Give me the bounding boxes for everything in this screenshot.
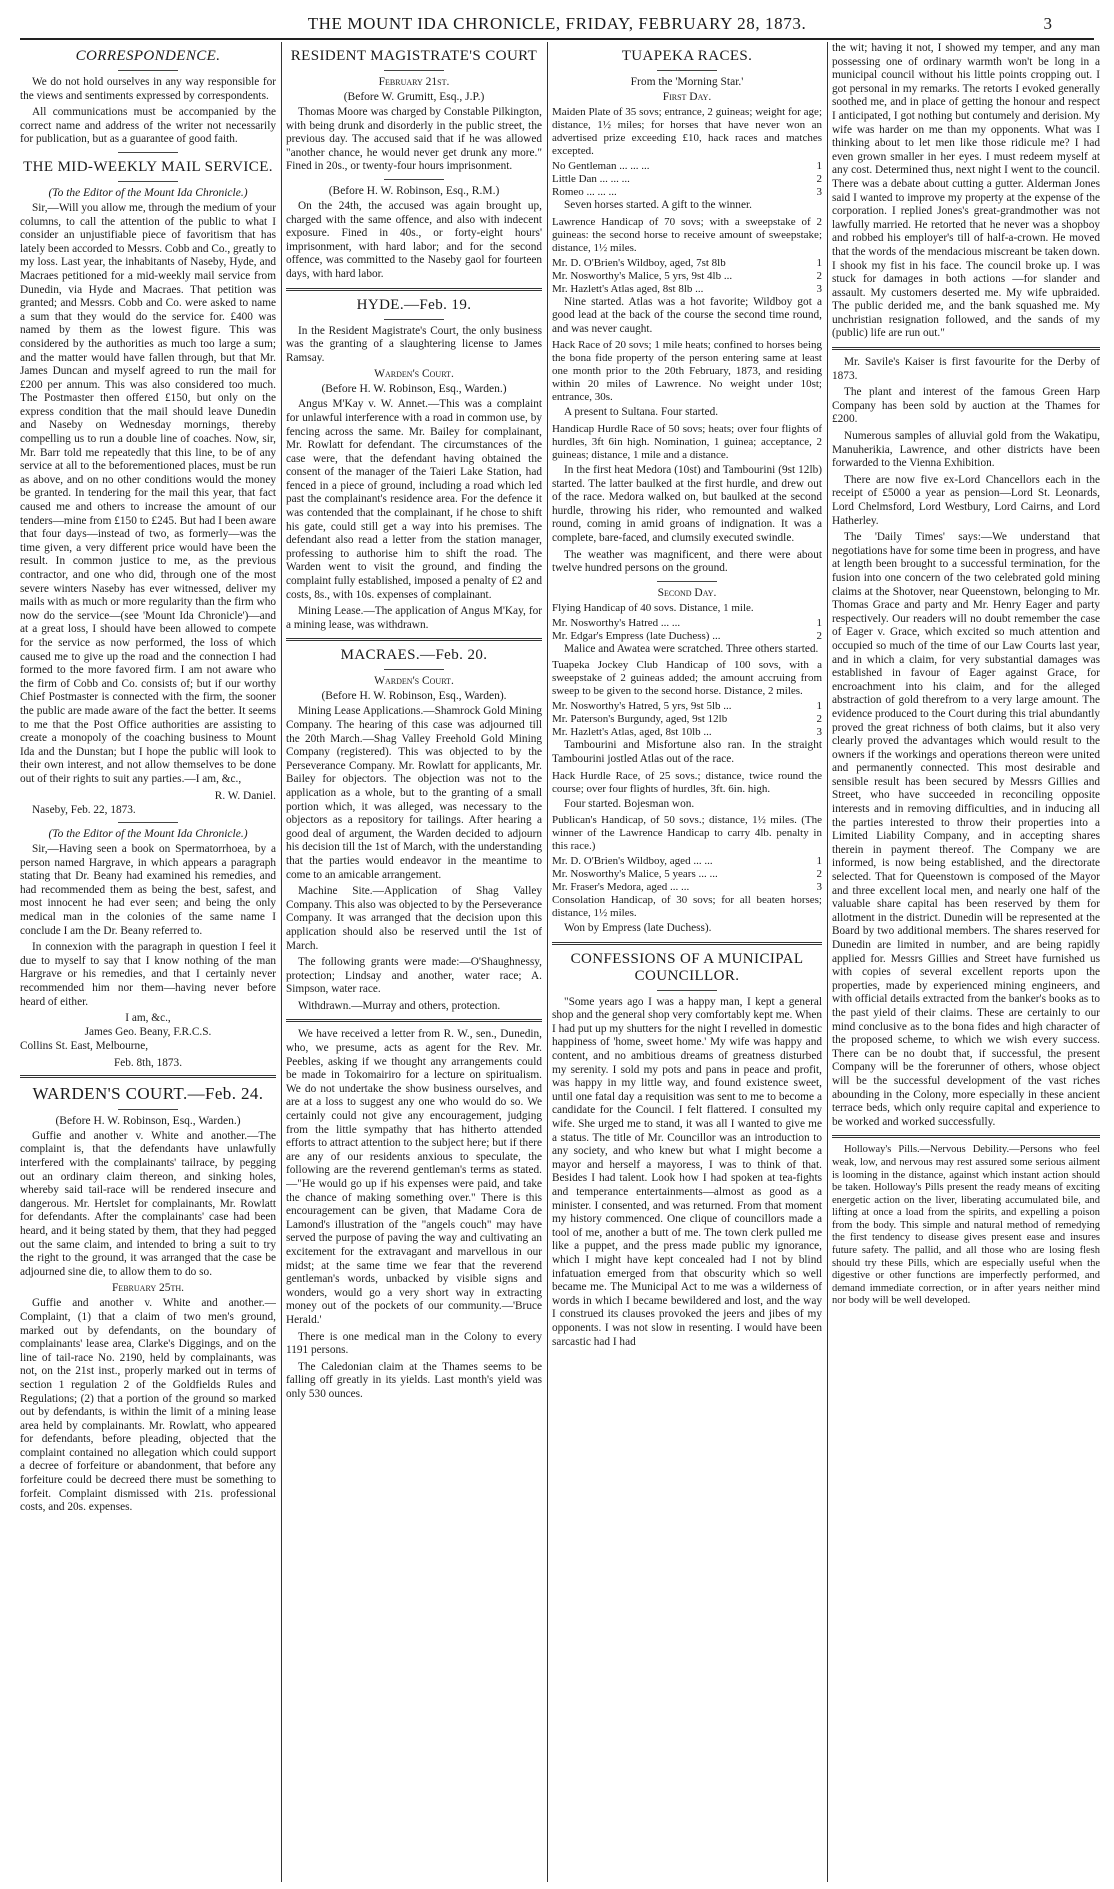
result-place: 2 xyxy=(816,629,822,642)
result-row xyxy=(552,630,822,643)
divider xyxy=(384,179,444,180)
result-row xyxy=(552,283,822,296)
dateline: February 25th. xyxy=(111,1282,185,1295)
divider xyxy=(118,1109,178,1110)
editor-line: (To the Editor of the Mount Ida Chronicle.) xyxy=(48,186,248,199)
column-3 xyxy=(552,42,822,1882)
race-note: Won by Empress (late Duchess). xyxy=(564,922,712,935)
masthead-title: THE MOUNT IDA CHRONICLE, FRIDAY, FEBRUARY 28, 1873. xyxy=(307,14,807,33)
result-place: 3 xyxy=(816,726,822,739)
race-note: Four started. Bojesman won. xyxy=(564,797,695,810)
divider xyxy=(657,990,717,991)
article-heading: TUAPEKA RACES. xyxy=(621,48,753,64)
before-line: (Before H. W. Robinson, Esq., Warden). xyxy=(321,690,507,703)
result-name: Mr. Hazlett's Atlas, aged, 8st 10lb ... xyxy=(552,726,712,739)
result-place: 2 xyxy=(816,868,822,881)
article-paragraph: Guffie and another v. White and another.—Complaint, (1) that a claim of two men's ground, marked out by defendants, on the boundary of complainants' lease area, Clarke's Diggings, and on the line of tail-race No. 2190, held by complainants, was not, on the 21st inst., properly marked out in terms of section 1 regulation 2 of the Goldfields Rules and Regulations; (2) that a portion of the ground so marked out by defendants, is within the limit of a mining lease area held by complainants. Mr. Rowlatt, who appeared for defendants, before pleading, objected that the complaint contained no allegation which could support a decree of forfeiture or abandonment, that before any forfeiture could be decreed there must be something to forfeit. Complaint dismissed with 21s. professional costs, and 20s. expenses. xyxy=(20,1297,276,1514)
result-name: Mr. Nosworthy's Malice, 5 yrs, 9st 4lb ... xyxy=(552,269,733,282)
race-results xyxy=(552,257,822,296)
double-rule xyxy=(20,1075,276,1078)
result-row xyxy=(552,881,822,894)
race-results xyxy=(552,700,822,739)
result-name: Romeo ... ... ... xyxy=(552,186,617,198)
masthead-rule xyxy=(20,38,1094,40)
result-name: Mr. Hazlett's Atlas aged, 8st 8lb ... xyxy=(552,282,704,295)
race-results xyxy=(552,617,822,643)
article-paragraph: The Caledonian claim at the Thames seems to be falling off greatly in its yields. Last month's yield was only 530 ounces. xyxy=(286,1360,542,1400)
result-row xyxy=(552,617,822,630)
address-line: Collins St. East, Melbourne, xyxy=(20,1040,149,1053)
result-name: No Gentleman ... ... ... xyxy=(552,160,650,172)
column-divider xyxy=(281,42,282,1882)
result-row xyxy=(552,713,822,726)
race-description: Publican's Handicap, of 50 sovs.; distance, 1½ miles. (The winner of the Lawrence Handicap to carry 4lb. penalty in this race.) xyxy=(552,814,822,853)
result-place: 1 xyxy=(816,160,822,172)
signature: I am, &c., xyxy=(125,1012,171,1025)
subheading: First Day. xyxy=(662,91,712,103)
double-rule xyxy=(286,1019,542,1022)
article-paragraph: Mining Lease Applications.—Shamrock Gold Mining Company. The hearing of this case was adjourned till the 20th March.—Shag Valley Freehold Gold Mining Company (registered). This was objected to by the Perseverance Company. Mr. Rowlatt for applicants, Mr. Bailey for objectors. The objection was not to the application as a whole, but to the granting of a small portion which, it was alleged, was necessary to the objectors as a repository for tailings. After hearing a good deal of argument, the Warden decided to adjourn his decision till the 1st of March, with the understanding that the parties would endeavor in the meantime to come to an amicable arrangement. xyxy=(286,705,542,881)
page-number: 3 xyxy=(1043,14,1052,33)
article-paragraph: On the 24th, the accused was again brought up, charged with the same offence, and also with indecent exposure. Fined in 40s., or forty-eight hours' imprisonment, with hard labor; and for the second offence, was committed to the Naseby gaol for fourteen days, with hard labor. xyxy=(286,199,542,280)
editor-line: (To the Editor of the Mount Ida Chronicle.) xyxy=(48,828,248,841)
article-heading: THE MID-WEEKLY MAIL SERVICE. xyxy=(23,158,273,175)
result-row xyxy=(552,855,822,868)
race-description: Maiden Plate of 35 sovs; entrance, 2 guineas; weight for age; distance, 1½ miles; for horses that have never won an advertised prize exceeding £10, hack races and matches excepted. xyxy=(552,106,822,157)
news-item: The 'Daily Times' says:—We understand that negotiations have for some time been in progress, and have at length been brought to a successful termination, for the fusion into one concern of the two celebrated gold mining claims at the Shotover, near Queenstown, belonging to Mr. Thomas Grace and party and Mr. Henry Eager and party respectively. Our readers will no doubt remember the case of Eager v. Grace, which excited so much attention and occupied so much of the time of our Law Courts last year, and in which a claim, for very substantial damages was established in favour of Eager against Grace, for encroachment into his claim, and for the alleged abstraction of gold therefrom to a very large amount. The evidence produced to the Court during this trial abundantly proved the great richness of both claims, but it also very clearly proved the advantages which would result to the owners if the workings and operations thereon were united and permanently connected. This most desirable and sensible result has been secured by Messrs Gillies and Street, who have succeeded in reconciling opposite interests and in removing difficulties, and in inducing all the parties interested to throw their properties into a Limited Liability Company, and in accepting shares therein in payment thereof. The Company we are informed, is now being established, and the directorate selected. That for Queenstown is composed of the Mayor and three excellent local men, and nearly one half of the valuable share capital has been reserved by them for allotment in the district. Dunedin will be represented at the Board by two additional members. The shares reserved for Dunedin are limited in number, and are being rapidly applied for. Messrs Gillies and Street have furnished us with copies of several excellent reports upon the properties, made by experienced mining engineers, and with official details extracted from the banker's books as to the past yield of their claims. These are certainly to our mind conclusive as to the bona fides and high character of the proposed scheme, to which we wish every success. There can be no doubt that, if successful, the present Company will be the forerunner of others, whose object will be the successful development of the vast riches abounding in the Colony, more especially in these ancient terrace beds, which only require capital and experience to be worked and worked successfully. xyxy=(832,531,1100,1128)
divider xyxy=(657,581,717,582)
divider xyxy=(118,70,178,71)
subheading: Warden's Court. xyxy=(374,675,454,688)
race-note: Malice and Awatea were scratched. Three others started. xyxy=(564,642,819,655)
result-row xyxy=(552,160,822,173)
column-2 xyxy=(286,42,542,1882)
article-heading: WARDEN'S COURT.—Feb. 24. xyxy=(32,1083,264,1103)
column-4 xyxy=(832,42,1100,1882)
race-description: Flying Handicap of 40 sovs. Distance, 1 mile. xyxy=(552,601,754,614)
article-paragraph: Guffie and another v. White and another.—The complaint is, that the defendants have unlawfully interfered with the complainants' tailrace, by pegging out an ordinary claim thereon, and sinking holes, whereby said tail-race will be rendered insecure and dangerous. Mr. Hertslet for complainants, Mr. Rowlatt for defendants. After the complainants' case had been heard, and it being stated by them, that they had pegged out the same claim, and intended to bring a suit to try the right to the ground, it was arranged that the case be adjourned sine die, to allow them to do so. xyxy=(20,1129,276,1278)
before-line: (Before W. Grumitt, Esq., J.P.) xyxy=(343,91,485,103)
before-line: (Before H. W. Robinson, Esq., Warden.) xyxy=(55,1114,241,1127)
result-name: Mr. Edgar's Empress (late Duchess) ... xyxy=(552,629,721,642)
result-place: 2 xyxy=(816,713,822,726)
article-paragraph: the wit; having it not, I showed my temper, and any man possessing one of ordinary warmth won't be long in a municipal council without his little points cropping out. I got personal in my remarks. The retorts I evoked generally soothed me, and in place of getting the honour and respect I anticipated, I got nothing but contumely and derision. My wife was harder on me than my opponents. What was I thinking about to let men like those ridicule me? I had even grown smaller in her eyes. I must redeem myself at any cost. Determined thus, next night I went to the council. There was a debate about cutting a gutter. Alderman Jones said I wanted to improve my property at the expense of the corporation. I replied Jones's great-grandmother was not lawfully married. He retorted that he never was a shopboy and robbed his employer's till of half-a-crown. He moved that the words of the mendacious miscreant be taken down. I shook my fist in his face. The council broke up. I was stuck for damages in both actions —for slander and assault. My customers deserted me. My wife upbraided. The public derided me, and the bank squashed me. My unchristian resignation followed, and the sands of my (public) life are run out." xyxy=(832,42,1100,340)
race-note: In the first heat Medora (10st) and Tambourini (9st 12lb) started. The latter baulked at the first hurdle, and drew out of the race. Medora walked on, but baulked at the second hurdle, throwing his rider, who remounted and walked round, coming in amid groans of indignation. It was a complete, bare-faced, and clumsily executed swindle. xyxy=(552,463,822,544)
article-paragraph: In the Resident Magistrate's Court, the only business was the granting of a slaughtering license to James Ramsay. xyxy=(286,324,542,364)
column-divider xyxy=(827,42,828,1882)
article-heading: HYDE.—Feb. 19. xyxy=(356,296,472,313)
news-item: Numerous samples of alluvial gold from the Wakatipu, Manuherikia, Lawrence, and other districts have been forwarded to the Vienna Exhibition. xyxy=(832,430,1100,470)
divider xyxy=(118,181,178,182)
notice-paragraph: We do not hold ourselves in any way responsible for the views and sentiments expressed by correspondents. xyxy=(20,76,276,102)
result-place: 1 xyxy=(816,855,822,868)
news-item: Mr. Savile's Kaiser is first favourite for the Derby of 1873. xyxy=(832,356,1100,382)
result-place: 1 xyxy=(816,700,822,713)
race-results xyxy=(552,160,822,199)
result-row xyxy=(552,257,822,270)
column-1 xyxy=(20,42,276,1882)
result-place: 3 xyxy=(816,282,822,295)
article-paragraph: Angus M'Kay v. W. Annet.—This was a complaint for unlawful interference with a road in common use, by fencing across the same. Mr. Bailey for complainant, Mr. Rowlatt for defendant. The circumstances of the case were, that the defendant having obtained the consent of the manager of the Taieri Lake Station, had fenced in a piece of ground, including a road which led past the complainant's residence area. For the defence it was contended that the complainant, if he chose to shift his gate, could still get a way into his premises. The defendant also read a letter from the station manager, professing to authorise him to shift the road. The Warden went to visit the ground, and finding the complaint fully established, imposed a penalty of £2 and costs, 8s., with 10s. expenses of complainant. xyxy=(286,398,542,601)
result-place: 2 xyxy=(816,269,822,282)
result-row xyxy=(552,700,822,713)
advertisement: Holloway's Pills.—Nervous Debility.—Persons who feel weak, low, and nervous may rest assured some serious ailment is looming in the distance, against which instant action should be taken. Holloway's Pills present the ready means of exciting energetic action on the liver, liberating accumulated bile, and lifting at once a load from the spirits, and expelling a poison from the body. This simple and natural method of remedying the first tendency to disease gives present ease and insures future safety. The pallid, and all those who are losing flesh should try these Pills, which are especially useful when the digestive or other functions are imperfectly performed, and demand immediate correction, or in after years neither mind nor body will be well developed. xyxy=(832,1144,1100,1307)
letter-body: Sir,—Will you allow me, through the medium of your columns, to call the attention of the public to what I consider an unjustifiable piece of favoritism that has lately been accorded to Messrs. Cobb and Co., greatly to my loss. Last year, the inhabitants of Naseby, Hyde, and Macraes petitioned for a mid-weekly mail service from Dunedin, via Hyde and Macraes. That petition was granted; and Messrs. Cobb and Co. were asked to name a sum that they would do the service for. £400 was named by them as the lowest figure. This was considered by the authorities as much too large a sum; and the matter would have fallen through, but that Mr. James Duncan and myself agreed to run the mail for £200 per annum. This was also considered too much. The Postmaster then offered £150, but only on the express condition that the mail should leave Dunedin and Naseby on Wednesday mornings, thereby compelling us to run a double line of coaches. Now, sir, Mr. Barr told me repeatedly that this line, to be of any service at all to the beforementioned places, must be run as above, and on no other conditions would the money be granted. In tendering for the mail this year, that fact caused me and others to increase the amount of our tenders—mine from £150 to £245. But had I been aware that four days—instead of two, as formerly—was the time given, a very different price would have been the result. In common justice to me, as the previous contractor, and one who did, through one of the most severe winters Naseby has ever witnessed, deliver my mails with as much or more regularity than the firm who now do the service—(see 'Mount Ida Chronicle')—and at a great loss, I should have been allowed to compete for the service as now performed, the loss of which caused me to give up the road and the connection I had formed to the more favored firm. I am not aware who the firm of Cobb and Co. consists of; but if our worthy Chief Postmaster is connected with the firm, the sooner the public are made aware of the fact the better. It seems to me that the Post Office authorities are assisting to create a monopoly of the coaching business to Mount Ida and the Dunstan; but I hope the public will look to their own interest, and not allow themselves to be done out of their rights to suit any parties.—I am, &c., xyxy=(20,201,276,785)
result-place: 3 xyxy=(816,881,822,894)
result-row xyxy=(552,173,822,186)
divider xyxy=(657,70,717,71)
race-description: Hack Hurdle Race, of 25 sovs.; distance, twice round the course; over four flights of hurdles, 3ft. 6in. high. xyxy=(552,769,822,795)
race-note: A present to Sultana. Four started. xyxy=(564,406,719,419)
result-name: Mr. Nosworthy's Hatred, 5 yrs, 9st 5lb ... xyxy=(552,700,732,713)
letter-body: In connexion with the paragraph in question I feel it due to myself to say that I know nothing of the man Hargrave or his remedies, and that I certainly never recommended him nor them—having never before heard of either. xyxy=(20,941,276,1008)
race-note: Tambourini and Misfortune also ran. In the straight Tambourini jostled Atlas out of the race. xyxy=(552,739,822,765)
result-name: Mr. Nosworthy's Hatred ... ... xyxy=(552,616,681,629)
article-paragraph: There is one medical man in the Colony to every 1191 persons. xyxy=(286,1330,542,1357)
result-place: 1 xyxy=(816,616,822,629)
race-results xyxy=(552,855,822,894)
subheading: Second Day. xyxy=(657,586,717,599)
result-row xyxy=(552,868,822,881)
article-paragraph: Mining Lease.—The application of Angus M'Kay, for a mining lease, was withdrawn. xyxy=(286,605,542,631)
divider xyxy=(384,319,444,320)
article-paragraph: Withdrawn.—Murray and others, protection. xyxy=(298,999,501,1012)
before-line: (Before H. W. Robinson, Esq., R.M.) xyxy=(328,184,500,197)
race-note: The weather was magnificent, and there were about twelve hundred persons on the ground. xyxy=(552,548,822,575)
article-paragraph: Thomas Moore was charged by Constable Pilkington, with being drunk and disorderly in the public street, the previous day. The accused said that if he was allowed "another chance, he would never get drunk any more." Fined in 20s., or twenty-four hours imprisonment. xyxy=(286,106,542,173)
race-description: Lawrence Handicap of 70 sovs; with a sweepstake of 2 guineas: the second horse to receive amount of sweepstake; distance, 1½ miles. xyxy=(552,215,822,254)
column-divider xyxy=(547,42,548,1882)
race-description: Hack Race of 20 sovs; 1 mile heats; confined to horses being the bona fide property of the person entering same at least one month prior to the 20th February, 1873, and residing within 20 miles of Lawrence. No weight under 10st; entrance, 30s. xyxy=(552,339,822,404)
race-note: Seven horses started. A gift to the winner. xyxy=(564,199,752,211)
article-heading: MACRAES.—Feb. 20. xyxy=(340,647,488,664)
article-heading: RESIDENT MAGISTRATE'S COURT xyxy=(290,48,538,64)
article-paragraph: The following grants were made:—O'Shaughnessy, protection; Lindsay and another, water race; A. Simpson, water race. xyxy=(286,956,542,996)
result-name: Mr. Nosworthy's Malice, 5 years ... ... xyxy=(552,868,718,881)
race-description: Handicap Hurdle Race of 50 sovs; heats; over four flights of hurdles, 3ft 6in high. Nomination, 1 guinea; acceptance, 2 guineas; distance, 1 mile and a distance. xyxy=(552,422,822,461)
result-name: Mr. Paterson's Burgundy, aged, 9st 12lb xyxy=(552,713,728,726)
race-description: Tuapeka Jockey Club Handicap of 100 sovs, with a sweepstake of 2 guineas added; the amount accruing from sweep to be given to the second horse. Distance, 2 miles. xyxy=(552,659,822,698)
source-line: From the 'Morning Star.' xyxy=(630,76,744,88)
double-rule xyxy=(832,347,1100,350)
race-note: Nine started. Atlas was a hot favorite; Wildboy got a good lead at the back of the course the second time round, and was never caught. xyxy=(552,295,822,335)
result-name: Mr. D. O'Brien's Wildboy, aged, 7st 8lb xyxy=(552,256,726,269)
masthead xyxy=(0,0,1114,40)
result-place: 2 xyxy=(816,173,822,185)
result-row xyxy=(552,186,822,199)
result-place: 3 xyxy=(816,186,822,198)
article-heading: CONFESSIONS OF A MUNICIPAL COUNCILLOR. xyxy=(570,950,804,984)
dateline: Feb. 8th, 1873. xyxy=(113,1056,183,1069)
divider xyxy=(384,669,444,670)
letter-body: Sir,—Having seen a book on Spermatorrhoea, by a person named Hargrave, in which appears a paragraph stating that Dr. Beany had examined his remedies, and had recommended them as being the best, safest, and most innocent he had ever seen; and being the only medical man in the colonies of the same name I conclude I am the Dr. Beany referred to. xyxy=(20,843,276,937)
result-name: Little Dan ... ... ... xyxy=(552,173,630,185)
divider xyxy=(118,152,178,153)
subheading: Warden's Court. xyxy=(374,368,454,381)
result-row xyxy=(552,270,822,283)
result-name: Mr. D. O'Brien's Wildboy, aged ... ... xyxy=(552,855,713,868)
article-paragraph: Machine Site.—Application of Shag Valley Company. This also was objected to by the Perseverance Company. It was arranged that the decision upon this application should also be reserved until the 1st of March. xyxy=(286,885,542,952)
race-description: Consolation Handicap, of 30 sovs; for all beaten horses; distance, 1½ miles. xyxy=(552,894,822,920)
divider xyxy=(118,822,178,823)
double-rule xyxy=(286,288,542,291)
double-rule xyxy=(552,942,822,945)
news-item: There are now five ex-Lord Chancellors each in the receipt of £5000 a year as pension—Lord St. Leonards, Lord Chelmsford, Lord Westbury, Lord Cairns, and Lord Hatherley. xyxy=(832,473,1100,527)
double-rule xyxy=(286,638,542,641)
signature: R. W. Daniel. xyxy=(214,789,276,802)
divider xyxy=(384,70,444,71)
before-line: (Before H. W. Robinson, Esq., Warden.) xyxy=(321,383,507,396)
article-paragraph: We have received a letter from R. W., sen., Dunedin, who, we presume, acts as agent for the Rev. Mr. Peebles, asking if we thought any arrangements could be made in Tokomairiro for a lecture on spiritualism. We do not undertake the show business ourselves, and are at a loss to suggest any one who would do so. We certainly could not give any encouragement, judging from the little sympathy that has hitherto attended efforts to attract attention to the subject here; but if there are any of our residents anxious to speculate, the following are the reverend gentleman's terms as stated.—"He would go up if his expenses were paid, and take the chance of making something over." There is this encouragement can be given, that Madame Cora de Lamond's illustration of the "angels couch" may have served the purpose of paving the way and cultivating an excitement for the extravagant and marvellous in our midst; at the same time we fear that the reverend gentleman's words, unbacked by visible signs and wonders, would go a very short way in extracting money out of the pockets of our community.—'Bruce Herald.' xyxy=(286,1028,542,1326)
article-paragraph: "Some years ago I was a happy man, I kept a general shop and the general shop very comfortably kept me. When I had put up my shutters for the night I revelled in domestic happiness of 'home, sweet home.' My wife was happy and content, and no ambitious dreams of greatness disturbed my serenity. I sold my pots and pans in peace and profit, was happy in my little way, and found existence sweet, until one fatal day a requisition was sent to me to become a candidate for the Council. I felt flattered. I consulted my wife. She urged me to stand, it was all I wanted to give me a status. The title of Mr. Councillor was an introduction to any society, and who knew but what I might become a mayor and herself a mayoress, I was to think of that. Besides I had talent. Look how I had spoken at tea-fights and temperance entertainments—almost as good as a minister. I consented, and was returned. From that moment my history commenced. One clique of councillors made a tool of me, another a butt of me. The town clerk pulled me like a puppet, and the press made public my ignorance, which I might have kept concealed had I not by blind infatuation emerged from that obscurity which so well became me. The Municipal Act to me was a wilderness of words in which I became bewildered and lost, and the way I construed its clauses provoked the jeers and jibes of my opponents. I was not slow in resenting. I would have been sarcastic had I had xyxy=(552,995,822,1348)
result-place: 1 xyxy=(816,256,822,269)
result-name: Mr. Fraser's Medora, aged ... ... xyxy=(552,881,690,894)
news-item: The plant and interest of the famous Green Harp Company has been sold by auction at the Thames for £200. xyxy=(832,386,1100,426)
signature: James Geo. Beany, F.R.C.S. xyxy=(84,1026,212,1039)
dateline: Naseby, Feb. 22, 1873. xyxy=(32,803,136,816)
result-row xyxy=(552,726,822,739)
dateline: February 21st. xyxy=(378,76,450,88)
section-heading: CORRESPONDENCE. xyxy=(75,48,221,64)
notice-paragraph: All communications must be accompanied by the correct name and address of the writer not necessarily for publication, but as a guarantee of good faith. xyxy=(20,106,276,146)
double-rule xyxy=(832,1135,1100,1138)
